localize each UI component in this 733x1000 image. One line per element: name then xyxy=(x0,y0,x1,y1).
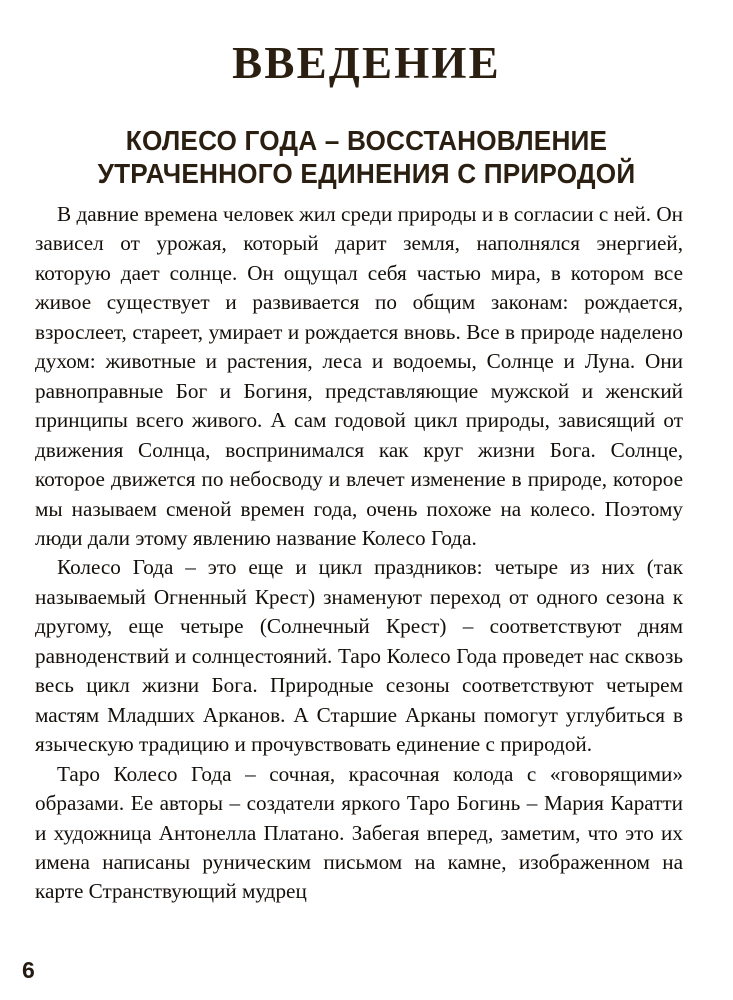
body-paragraph: Колесо Года – это еще и цикл праздников: четыре из них (так называемый Огненный Крест) знаменуют переход от одного сезона к другому, еще четыре (Солнечный Крест) – соответствуют дням равноденствий и солнцестояний. Таро Колесо Года проведет нас сквозь весь цикл жизни Бога. Природные сезоны соответствуют четырем мастям Младших Арканов. А Старшие Арканы помогут углубиться в языческую традицию и прочувствовать единение с природой. xyxy=(35,555,683,757)
chapter-title: ВВЕДЕНИЕ xyxy=(232,38,501,89)
section-subtitle-line-2: УТРАЧЕННОГО ЕДИНЕНИЯ С ПРИРОДОЙ xyxy=(97,157,636,189)
body-paragraph: Таро Колесо Года – сочная, красочная колода с «говорящими» образами. Ее авторы – создатели яркого Таро Богинь – Мария Каратти и художница Антонелла Платано. Забегая вперед, заметим, что это их имена написаны руническим письмом на камне, изображенном на карте Странствующий мудрец xyxy=(35,761,683,904)
section-subtitle xyxy=(0,124,733,190)
body-text-block xyxy=(35,200,683,907)
section-subtitle-line-1: КОЛЕСО ГОДА – ВОССТАНОВЛЕНИЕ xyxy=(125,124,608,156)
page-number: 6 xyxy=(22,957,35,983)
body-paragraph: В давние времена человек жил среди природы и в согласии с ней. Он зависел от урожая, который дарит земля, наполнялся энергией, которую дает солнце. Он ощущал себя частью мира, в котором все живое существует и развивается по общим законам: рождается, взрослеет, стареет, умирает и рождается вновь. Все в природе наделено духом: животные и растения, леса и водоемы, Солнце и Луна. Они равноправные Бог и Богиня, представляющие мужской и женский принципы всего живого. А сам годовой цикл природы, зависящий от движения Солнца, воспринимался как круг жизни Бога. Солнце, которое движется по небосводу и влечет изменение в природе, которое мы называем сменой времен года, очень похоже на колесо. Поэтому люди дали этому явлению название Колесо Года. xyxy=(35,202,683,550)
